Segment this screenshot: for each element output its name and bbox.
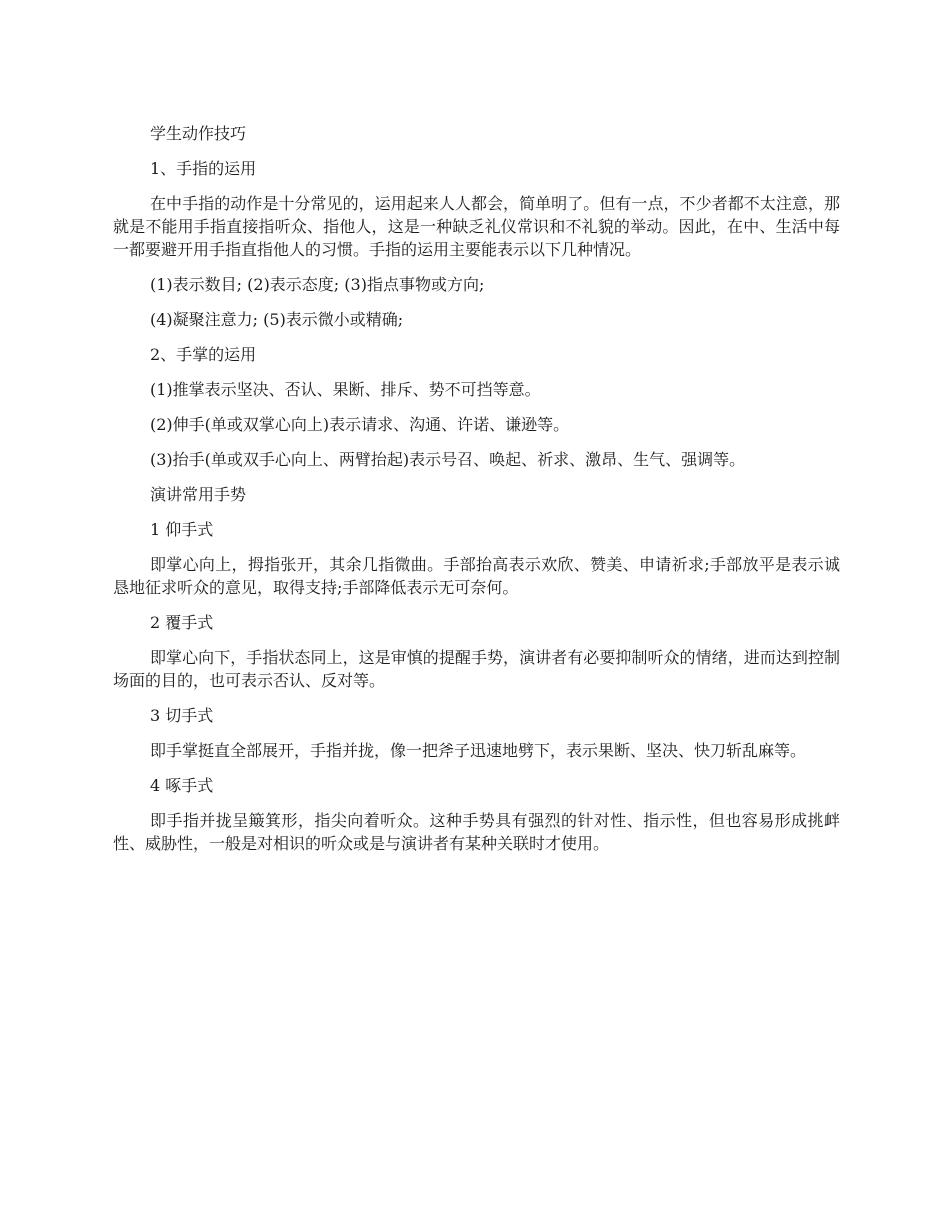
- body-paragraph: 即手掌挺直全部展开，手指并拢，像一把斧子迅速地劈下，表示果断、坚决、快刀斩乱麻等。: [150, 741, 807, 760]
- list-item: (3)抬手(单或双手心向上、两臂抬起)表示号召、唤起、祈求、激昂、生气、强调等。: [150, 450, 746, 469]
- list-item: (1)推掌表示坚决、否认、果断、排斥、势不可挡等意。: [150, 380, 541, 399]
- section-heading-finger: 1、手指的运用: [150, 159, 257, 178]
- document-title: 学生动作技巧: [150, 124, 247, 143]
- section-heading-gestures: 演讲常用手势: [150, 485, 247, 504]
- body-paragraph: 在中手指的动作是十分常见的，运用起来人人都会，简单明了。但有一点，不少者都不太注意，那就是不能用手指直接指听众、指他人，这是一种缺乏礼仪常识和不礼貌的举动。因此，在中、生活中每一都要避开用手指直指他人的习惯。手指的运用主要能表示以下几种情况。: [113, 194, 840, 259]
- list-item: (1)表示数目; (2)表示态度; (3)指点事物或方向;: [150, 275, 485, 294]
- subheading-zhuo-shou: 4 啄手式: [150, 776, 214, 795]
- list-item: (4)凝聚注意力; (5)表示微小或精确;: [150, 310, 404, 329]
- subheading-fu-shou: 2 覆手式: [150, 613, 214, 632]
- document-body: [113, 122, 840, 867]
- body-paragraph: 即掌心向下，手指状态同上，这是审慎的提醒手势，演讲者有必要抑制听众的情绪，进而达到控制场面的目的，也可表示否认、反对等。: [113, 648, 840, 690]
- subheading-qie-shou: 3 切手式: [150, 706, 214, 725]
- body-paragraph: 即掌心向上，拇指张开，其余几指微曲。手部抬高表示欢欣、赞美、申请祈求;手部放平是表示诚恳地征求听众的意见，取得支持;手部降低表示无可奈何。: [113, 555, 840, 597]
- subheading-yang-shou: 1 仰手式: [150, 520, 214, 539]
- body-paragraph: 即手指并拢呈簸箕形，指尖向着听众。这种手势具有强烈的针对性、指示性，但也容易形成挑衅性、威胁性，一般是对相识的听众或是与演讲者有某种关联时才使用。: [113, 811, 840, 853]
- list-item: (2)伸手(单或双掌心向上)表示请求、沟通、许诺、谦逊等。: [150, 415, 570, 434]
- section-heading-palm: 2、手掌的运用: [150, 345, 257, 364]
